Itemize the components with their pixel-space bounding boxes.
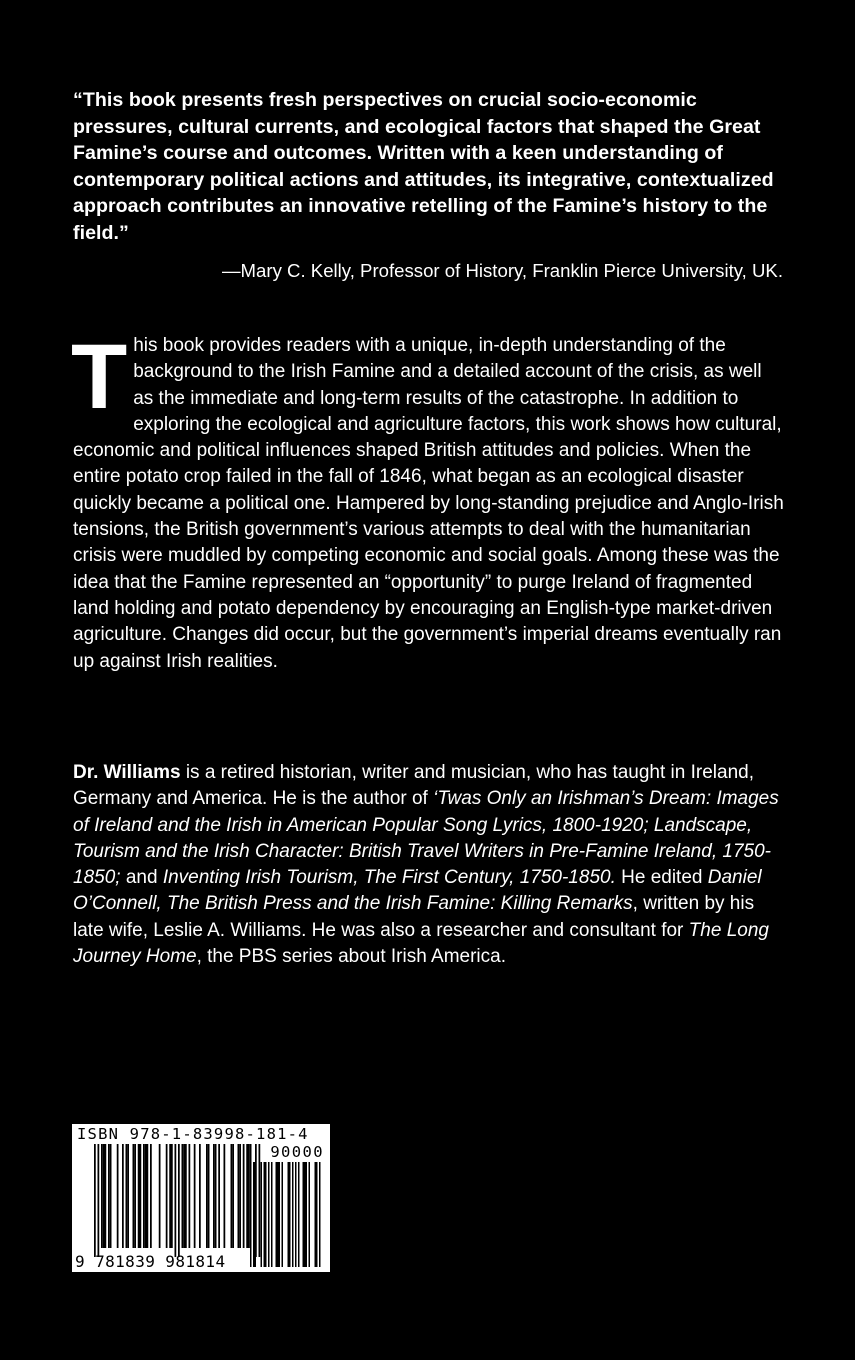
barcode-guard-bar: [98, 1144, 100, 1257]
addon-bar: [303, 1162, 305, 1267]
isbn-label: ISBN 978-1-83998-181-4: [77, 1125, 309, 1143]
barcode-bar: [239, 1144, 241, 1248]
isbn-barcode: [72, 1124, 330, 1272]
addon-bar: [277, 1162, 279, 1267]
bio-text-1: is a retired historian, writer and musician, who has taught in Ireland, Germany and America. He is the author of: [73, 762, 754, 810]
addon-bar: [289, 1162, 291, 1267]
book-title-4: The Long Journey Home: [73, 919, 769, 968]
barcode-bar: [101, 1144, 103, 1248]
barcode-bar: [232, 1144, 234, 1248]
barcode-bar: [238, 1144, 240, 1248]
barcode-bar: [218, 1144, 220, 1248]
ean-digits: 9 781839 981814: [75, 1252, 226, 1271]
barcode-bar: [183, 1144, 185, 1248]
addon-bar: [306, 1162, 308, 1267]
barcode-guard-bar: [178, 1144, 180, 1257]
barcode-bar: [213, 1144, 215, 1248]
book-title-2: Inventing Irish Tourism, The First Century, 1750-1850.: [162, 867, 616, 889]
barcode-bar: [133, 1144, 135, 1248]
barcode-bar: [110, 1144, 112, 1248]
barcode-bar: [122, 1144, 124, 1248]
addon-bar: [319, 1162, 321, 1267]
addon-bar: [288, 1162, 290, 1267]
author-bio: [73, 760, 785, 970]
addon-bar: [292, 1162, 294, 1267]
barcode-bar: [224, 1144, 226, 1248]
barcode-bar: [147, 1144, 149, 1248]
book-description: [71, 326, 785, 675]
barcode-bar: [185, 1144, 187, 1248]
addon-bar: [295, 1162, 297, 1267]
barcode-bar: [103, 1144, 105, 1248]
barcode-guard-bar: [175, 1144, 177, 1257]
barcode-bar: [169, 1144, 171, 1248]
barcode-bar: [215, 1144, 217, 1248]
addon-bar: [309, 1162, 311, 1267]
barcode-bar: [105, 1144, 107, 1248]
barcode-bar: [140, 1144, 142, 1248]
barcode-bar: [189, 1144, 191, 1248]
addon-bar: [276, 1162, 278, 1267]
barcode-bar: [199, 1144, 201, 1248]
addon-bar: [279, 1162, 281, 1267]
addon-bar: [282, 1162, 284, 1267]
barcode-guard-bar: [94, 1144, 96, 1257]
barcode-bar: [138, 1144, 140, 1248]
barcode-bar: [134, 1144, 136, 1248]
barcode-bar: [108, 1144, 110, 1248]
book-title-3: Daniel O’Connell, The British Press and the Irish Famine: Killing Remarks: [73, 867, 762, 915]
barcode-bar: [126, 1144, 128, 1248]
barcode-bar: [182, 1144, 184, 1248]
endorsement-attribution: —Mary C. Kelly, Professor of History, Franklin Pierce University, UK.: [221, 260, 783, 281]
book-title-1: ‘Twas Only an Irishman’s Dream: Images of Ireland and the Irish in American Popular Song Lyrics, 1800-1920; Landscape, Tourism and the Irish Character: British Travel Writers in Pre-Famine Ireland, 1750-1850;: [73, 788, 779, 889]
addon-bar: [298, 1162, 300, 1267]
barcode-bar: [231, 1144, 233, 1248]
addon-bar: [315, 1162, 317, 1267]
barcode-bar: [143, 1144, 145, 1248]
barcode-bar: [246, 1144, 248, 1248]
addon-bar: [316, 1162, 318, 1267]
bio-text-3: He edited: [615, 867, 708, 889]
barcode-bar: [117, 1144, 119, 1248]
barcode-bar: [206, 1144, 208, 1248]
barcode-guard-bar: [259, 1144, 261, 1257]
barcode-bar: [127, 1144, 129, 1248]
barcode-bar: [248, 1144, 250, 1248]
bio-text-2: and: [120, 867, 163, 889]
barcode-bar: [171, 1144, 173, 1248]
drop-cap: T: [71, 326, 128, 428]
barcode-bars: [72, 1124, 330, 1272]
bio-text-5: , the PBS series about Irish America.: [196, 946, 506, 968]
addon-bar: [304, 1162, 306, 1267]
bio-text-4: , written by his late wife, Leslie A. Williams. He was also a researcher and consultant for: [73, 893, 755, 941]
barcode-bar: [243, 1144, 245, 1248]
price-code: 90000: [270, 1143, 324, 1161]
endorsement-quote: “This book presents fresh perspectives on crucial socio-economic pressures, cultural currents, and ecological factors that shaped the Great Famine’s course and outcomes. Written with a keen understanding of contemporary political actions and attitudes, its integrative, contextualized approach contributes an innovative retelling of the Famine’s history to the field.”: [73, 89, 774, 244]
author-name: Dr. Williams: [73, 762, 181, 783]
barcode-bar: [208, 1144, 210, 1248]
barcode-bar: [145, 1144, 147, 1248]
barcode-bar: [150, 1144, 152, 1248]
barcode-bar: [166, 1144, 168, 1248]
barcode-bar: [194, 1144, 196, 1248]
barcode-bar: [159, 1144, 161, 1248]
description-text: his book provides readers with a unique, in-depth understanding of the background to the Irish Famine and a detailed account of the crisis, as well as the immediate and long-term results of the catastrophe. In addition to exploring the ecological and agriculture factors, this work shows how cultural, economic and political influences shaped British attitudes and policies. When the entire potato crop failed in the fall of 1846, what began as an ecological disaster quickly became a political one. Hampered by long-standing prejudice and Anglo-Irish tensions, the British government’s various attempts to deal with the humanitarian crisis were muddled by competing economic and social goals. Among these was the idea that the Famine represented an “opportunity” to purge Ireland of fragmented land holding and potato dependency by encouraging an English-type market-driven agriculture. Changes did occur, but the government’s imperial dreams eventually ran up against Irish realities.: [73, 335, 784, 672]
